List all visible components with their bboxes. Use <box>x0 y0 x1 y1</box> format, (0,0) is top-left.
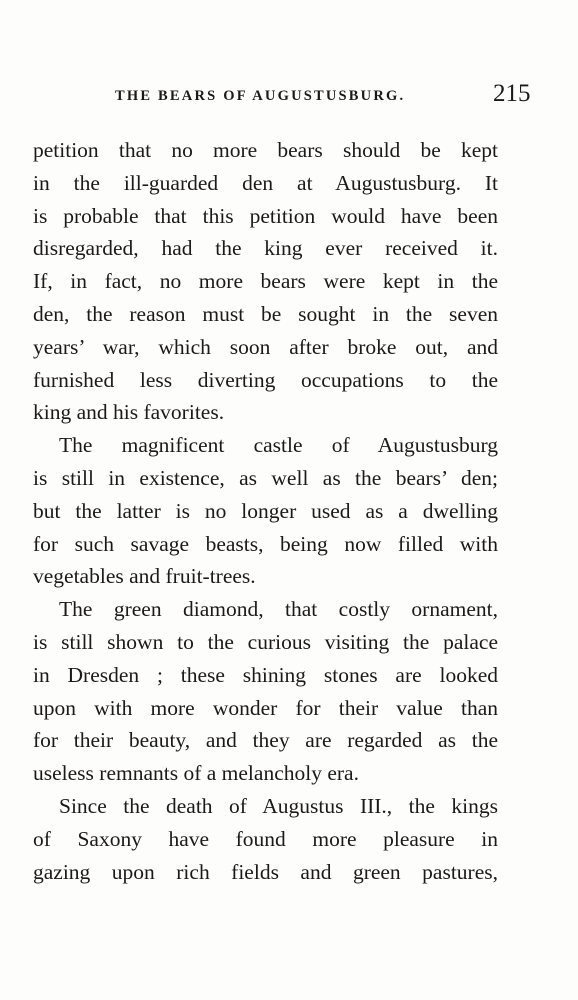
text-line: is still in existence, as well as the bears’ den; <box>33 465 498 490</box>
text-line: years’ war, which soon after broke out, and <box>33 334 498 359</box>
text-line: useless remnants of a melancholy era. <box>33 761 359 786</box>
text-line: If, in fact, no more bears were kept in the <box>33 269 498 294</box>
text-line: in the ill-guarded den at Augustusburg. It <box>33 170 498 195</box>
text-line: Since the death of Augustus III., the kings <box>59 793 498 818</box>
text-line: king and his favorites. <box>33 400 225 425</box>
text-line: petition that no more bears should be kept <box>33 138 498 162</box>
text-line: furnished less diverting occupations to the <box>33 367 498 392</box>
text-line: The magnificent castle of Augustusburg <box>59 433 498 458</box>
text-line: gazing upon rich fields and green pastures, <box>33 859 498 884</box>
text-line: in Dresden ; these shining stones are looked <box>33 662 498 687</box>
page-header <box>33 80 531 112</box>
page-number: 215 <box>493 80 531 107</box>
text-line: vegetables and fruit-trees. <box>33 564 256 589</box>
text-line: for such savage beasts, being now filled with <box>33 531 498 556</box>
text-line: upon with more wonder for their value than <box>33 695 498 720</box>
text-line: for their beauty, and they are regarded as the <box>33 728 498 753</box>
running-title: THE BEARS OF AUGUSTUSBURG. <box>115 88 406 104</box>
text-line: but the latter is no longer used as a dwelling <box>33 498 498 523</box>
text-line: of Saxony have found more pleasure in <box>33 826 498 851</box>
text-line: The green diamond, that costly ornament, <box>59 597 498 622</box>
body-text <box>33 134 498 888</box>
text-line: disregarded, had the king ever received it. <box>33 236 498 261</box>
text-line: is still shown to the curious visiting the palace <box>33 629 498 654</box>
text-line: den, the reason must be sought in the seven <box>33 301 498 326</box>
text-line: is probable that this petition would have been <box>33 203 498 228</box>
